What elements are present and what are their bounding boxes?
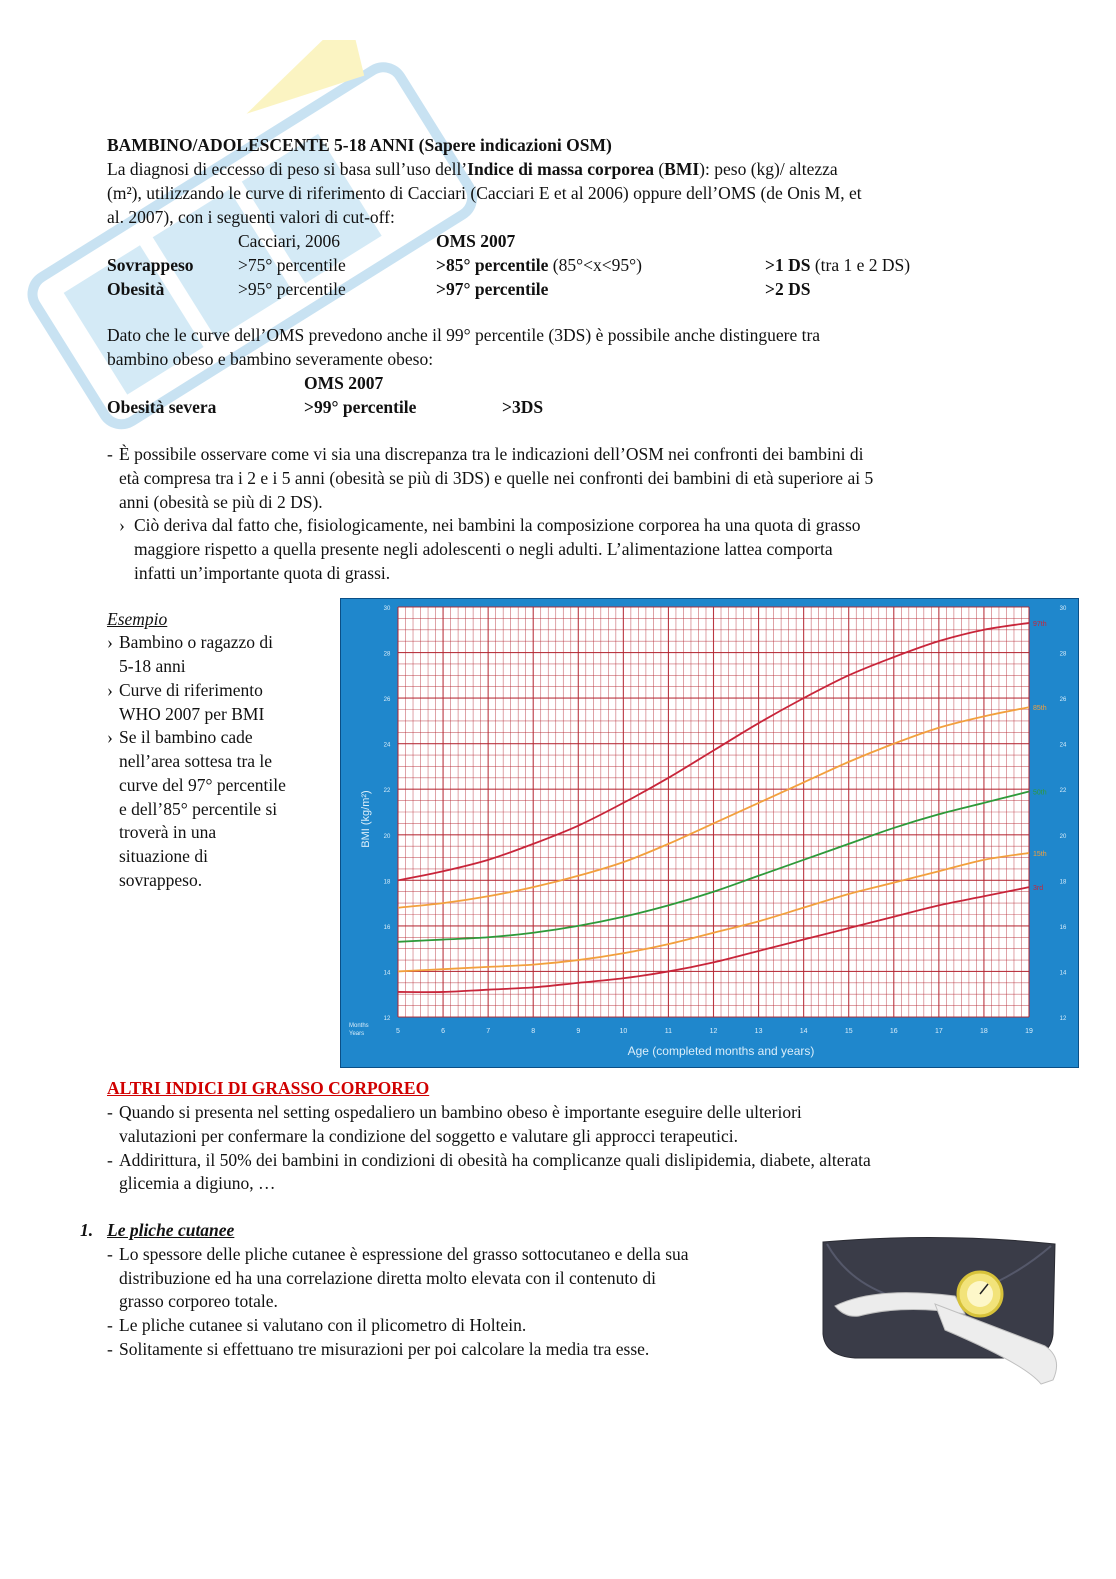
section-title: BAMBINO/ADOLESCENTE 5-18 ANNI (Sapere indicazioni OSM): [107, 135, 612, 155]
x-tick-label: 11: [664, 1028, 673, 1035]
x-tick-label: 19: [1025, 1028, 1033, 1035]
caliper-photo: [815, 1234, 1065, 1406]
severe-ds: >3DS: [502, 397, 544, 417]
section3-line: grasso corporeo totale.: [119, 1291, 278, 1311]
example-marker: ›: [107, 727, 113, 747]
y-tick-label-left: 30: [383, 606, 391, 612]
y-tick-label-left: 20: [383, 833, 391, 840]
y-tick-label-left: 24: [383, 742, 391, 749]
bmi-chart-svg: [341, 599, 1078, 1067]
y-tick-label-right: 16: [1059, 924, 1067, 931]
x-tick-label: 10: [619, 1028, 628, 1035]
y-tick-label-right: 28: [1059, 651, 1067, 658]
severe-line-1: Dato che le curve dell’OMS prevedono anche il 99° percentile (3DS) è possibile anche distinguere tra: [107, 325, 821, 345]
discrepancy-line: età compresa tra i 2 e i 5 anni (obesità se più di 3DS) e quelle nei confronti dei bambini di età superiore ai 5: [119, 468, 874, 488]
x-tick-label: 5: [396, 1028, 400, 1035]
example-line: Bambino o ragazzo di: [119, 632, 274, 652]
cell-oms: >85° percentile (85°<x<95°): [436, 255, 642, 275]
dash-bullet: -: [107, 1102, 113, 1122]
y-axis-label: BMI (kg/m²): [360, 790, 372, 848]
section3-line: distribuzione ed ha una correlazione diretta molto elevata con il contenuto di: [119, 1268, 656, 1288]
dash-bullet: -: [107, 444, 113, 464]
x-tick-label: 8: [531, 1028, 536, 1035]
x-tick-label: 18: [980, 1028, 988, 1035]
example-line: nell’area sottesa tra le: [119, 751, 273, 771]
section2-line: Quando si presenta nel setting ospedaliero un bambino obeso è importante eseguire delle ulteriori: [119, 1102, 802, 1122]
y-tick-label-left: 28: [383, 651, 391, 658]
x-tick-label: 7: [486, 1028, 491, 1035]
y-tick-label-right: 12: [1059, 1016, 1067, 1022]
example-line: Curve di riferimento: [119, 680, 263, 700]
x-axis-label: Age (completed months and years): [627, 1044, 815, 1058]
example-line: sovrappeso.: [119, 870, 203, 890]
y-tick-label-right: 22: [1059, 788, 1067, 795]
curve-label-15th: 15th: [1033, 851, 1047, 858]
intro-line-1: La diagnosi di eccesso di peso si basa sull’uso dell’Indice di massa corporea (BMI): peso (kg)/ altezza: [107, 159, 838, 179]
severe-col-oms: OMS 2007: [304, 373, 384, 393]
col-oms: OMS 2007: [436, 231, 516, 251]
intro-line-3: al. 2007), con i seguenti valori di cut-off:: [107, 207, 395, 227]
x-tick-label: 13: [754, 1028, 763, 1035]
x-tick-label: 12: [709, 1028, 718, 1035]
y-tick-label-left: 26: [383, 697, 391, 704]
y-tick-label-right: 18: [1059, 879, 1067, 886]
example-line: troverà in una: [119, 822, 217, 842]
row-label-obesita: Obesità: [107, 279, 165, 299]
row-label-sovrappeso: Sovrappeso: [107, 255, 194, 275]
cell-ds: >2 DS: [765, 279, 811, 299]
y-tick-label-right: 24: [1059, 742, 1067, 749]
x-tick-label: 9: [576, 1028, 581, 1035]
y-tick-label-left: 16: [383, 924, 391, 931]
section2-line: glicemia a digiuno, …: [119, 1173, 276, 1193]
curve-label-97th: 97th: [1033, 620, 1047, 628]
y-tick-label-right: 20: [1059, 833, 1067, 840]
intro-line-2: (m²), utilizzando le curve di riferimento di Cacciari (Cacciari E et al 2006) oppure dell’OMS (de Onis M, et: [107, 183, 862, 203]
y-tick-label-right: 14: [1059, 970, 1067, 977]
sub-bullet-line: maggiore rispetto a quella presente negli adolescenti o negli adulti. L’alimentazione lattea comporta: [134, 539, 833, 559]
dash-bullet: -: [107, 1244, 113, 1264]
dash-bullet: -: [107, 1150, 113, 1170]
cell-oms: >97° percentile: [436, 279, 549, 299]
cell-cacciari: >95° percentile: [238, 279, 346, 299]
curve-label-50th: 50th: [1033, 789, 1047, 797]
section3-number: 1.: [80, 1220, 94, 1240]
x-tick-label: 17: [934, 1028, 943, 1035]
x-tick-label: 14: [799, 1028, 808, 1035]
y-tick-label-right: 30: [1059, 606, 1067, 612]
example-line: Se il bambino cade: [119, 727, 253, 747]
x-tick-label: 16: [889, 1028, 898, 1035]
sub-bullet-marker: ›: [119, 515, 125, 535]
sub-bullet-line: infatti un’importante quota di grassi.: [134, 563, 391, 583]
section3-line: Solitamente si effettuano tre misurazioni per poi calcolare la media tra esse.: [119, 1339, 650, 1359]
example-line: WHO 2007 per BMI: [119, 704, 265, 724]
x-tick-label: 15: [844, 1028, 853, 1035]
y-tick-label-left: 18: [383, 879, 391, 886]
sub-bullet-line: Ciò deriva dal fatto che, fisiologicamente, nei bambini la composizione corporea ha una quota di grasso: [134, 515, 861, 535]
bmi-chart: [340, 598, 1079, 1068]
example-line: curve del 97° percentile: [119, 775, 286, 795]
section2-title: ALTRI INDICI DI GRASSO CORPOREO: [107, 1078, 430, 1098]
dash-bullet: -: [107, 1339, 113, 1359]
severe-label: Obesità severa: [107, 397, 217, 417]
discrepancy-line: È possibile osservare come vi sia una discrepanza tra le indicazioni dell’OSM nei confronti dei bambini di: [119, 444, 864, 464]
section3-line: Lo spessore delle pliche cutanee è espressione del grasso sottocutaneo e della sua: [119, 1244, 689, 1264]
example-marker: ›: [107, 632, 113, 652]
section2-line: Addirittura, il 50% dei bambini in condizioni di obesità ha complicanze quali dislipidemia, diabete, alterata: [119, 1150, 871, 1170]
example-marker: ›: [107, 680, 113, 700]
example-line: situazione di: [119, 846, 208, 866]
section2-line: valutazioni per confermare la condizione del soggetto e valutare gli approcci terapeutici.: [119, 1126, 739, 1146]
cell-ds: >1 DS (tra 1 e 2 DS): [765, 255, 911, 275]
curve-label-85th: 85th: [1033, 705, 1047, 713]
cell-cacciari: >75° percentile: [238, 255, 346, 275]
section3-line: Le pliche cutanee si valutano con il plicometro di Holtein.: [119, 1315, 527, 1335]
example-title: Esempio: [107, 609, 168, 629]
example-line: e dell’85° percentile si: [119, 799, 278, 819]
section3-title: Le pliche cutanee: [107, 1220, 235, 1240]
y-tick-label-right: 26: [1059, 697, 1067, 704]
y-tick-label-left: 14: [383, 970, 391, 977]
y-tick-label-left: 12: [383, 1016, 391, 1022]
severe-line-2: bambino obeso e bambino severamente obeso:: [107, 349, 434, 369]
x-tick-label: 6: [441, 1028, 446, 1035]
col-cacciari: Cacciari, 2006: [238, 231, 341, 251]
severe-value: >99° percentile: [304, 397, 417, 417]
discrepancy-line: anni (obesità se più di 2 DS).: [119, 492, 323, 512]
dash-bullet: -: [107, 1315, 113, 1335]
years-row-label: Years: [349, 1031, 365, 1037]
example-line: 5-18 anni: [119, 656, 186, 676]
y-tick-label-left: 22: [383, 788, 391, 795]
months-row-label: Months: [349, 1023, 369, 1029]
curve-label-3rd: 3rd: [1033, 885, 1044, 893]
